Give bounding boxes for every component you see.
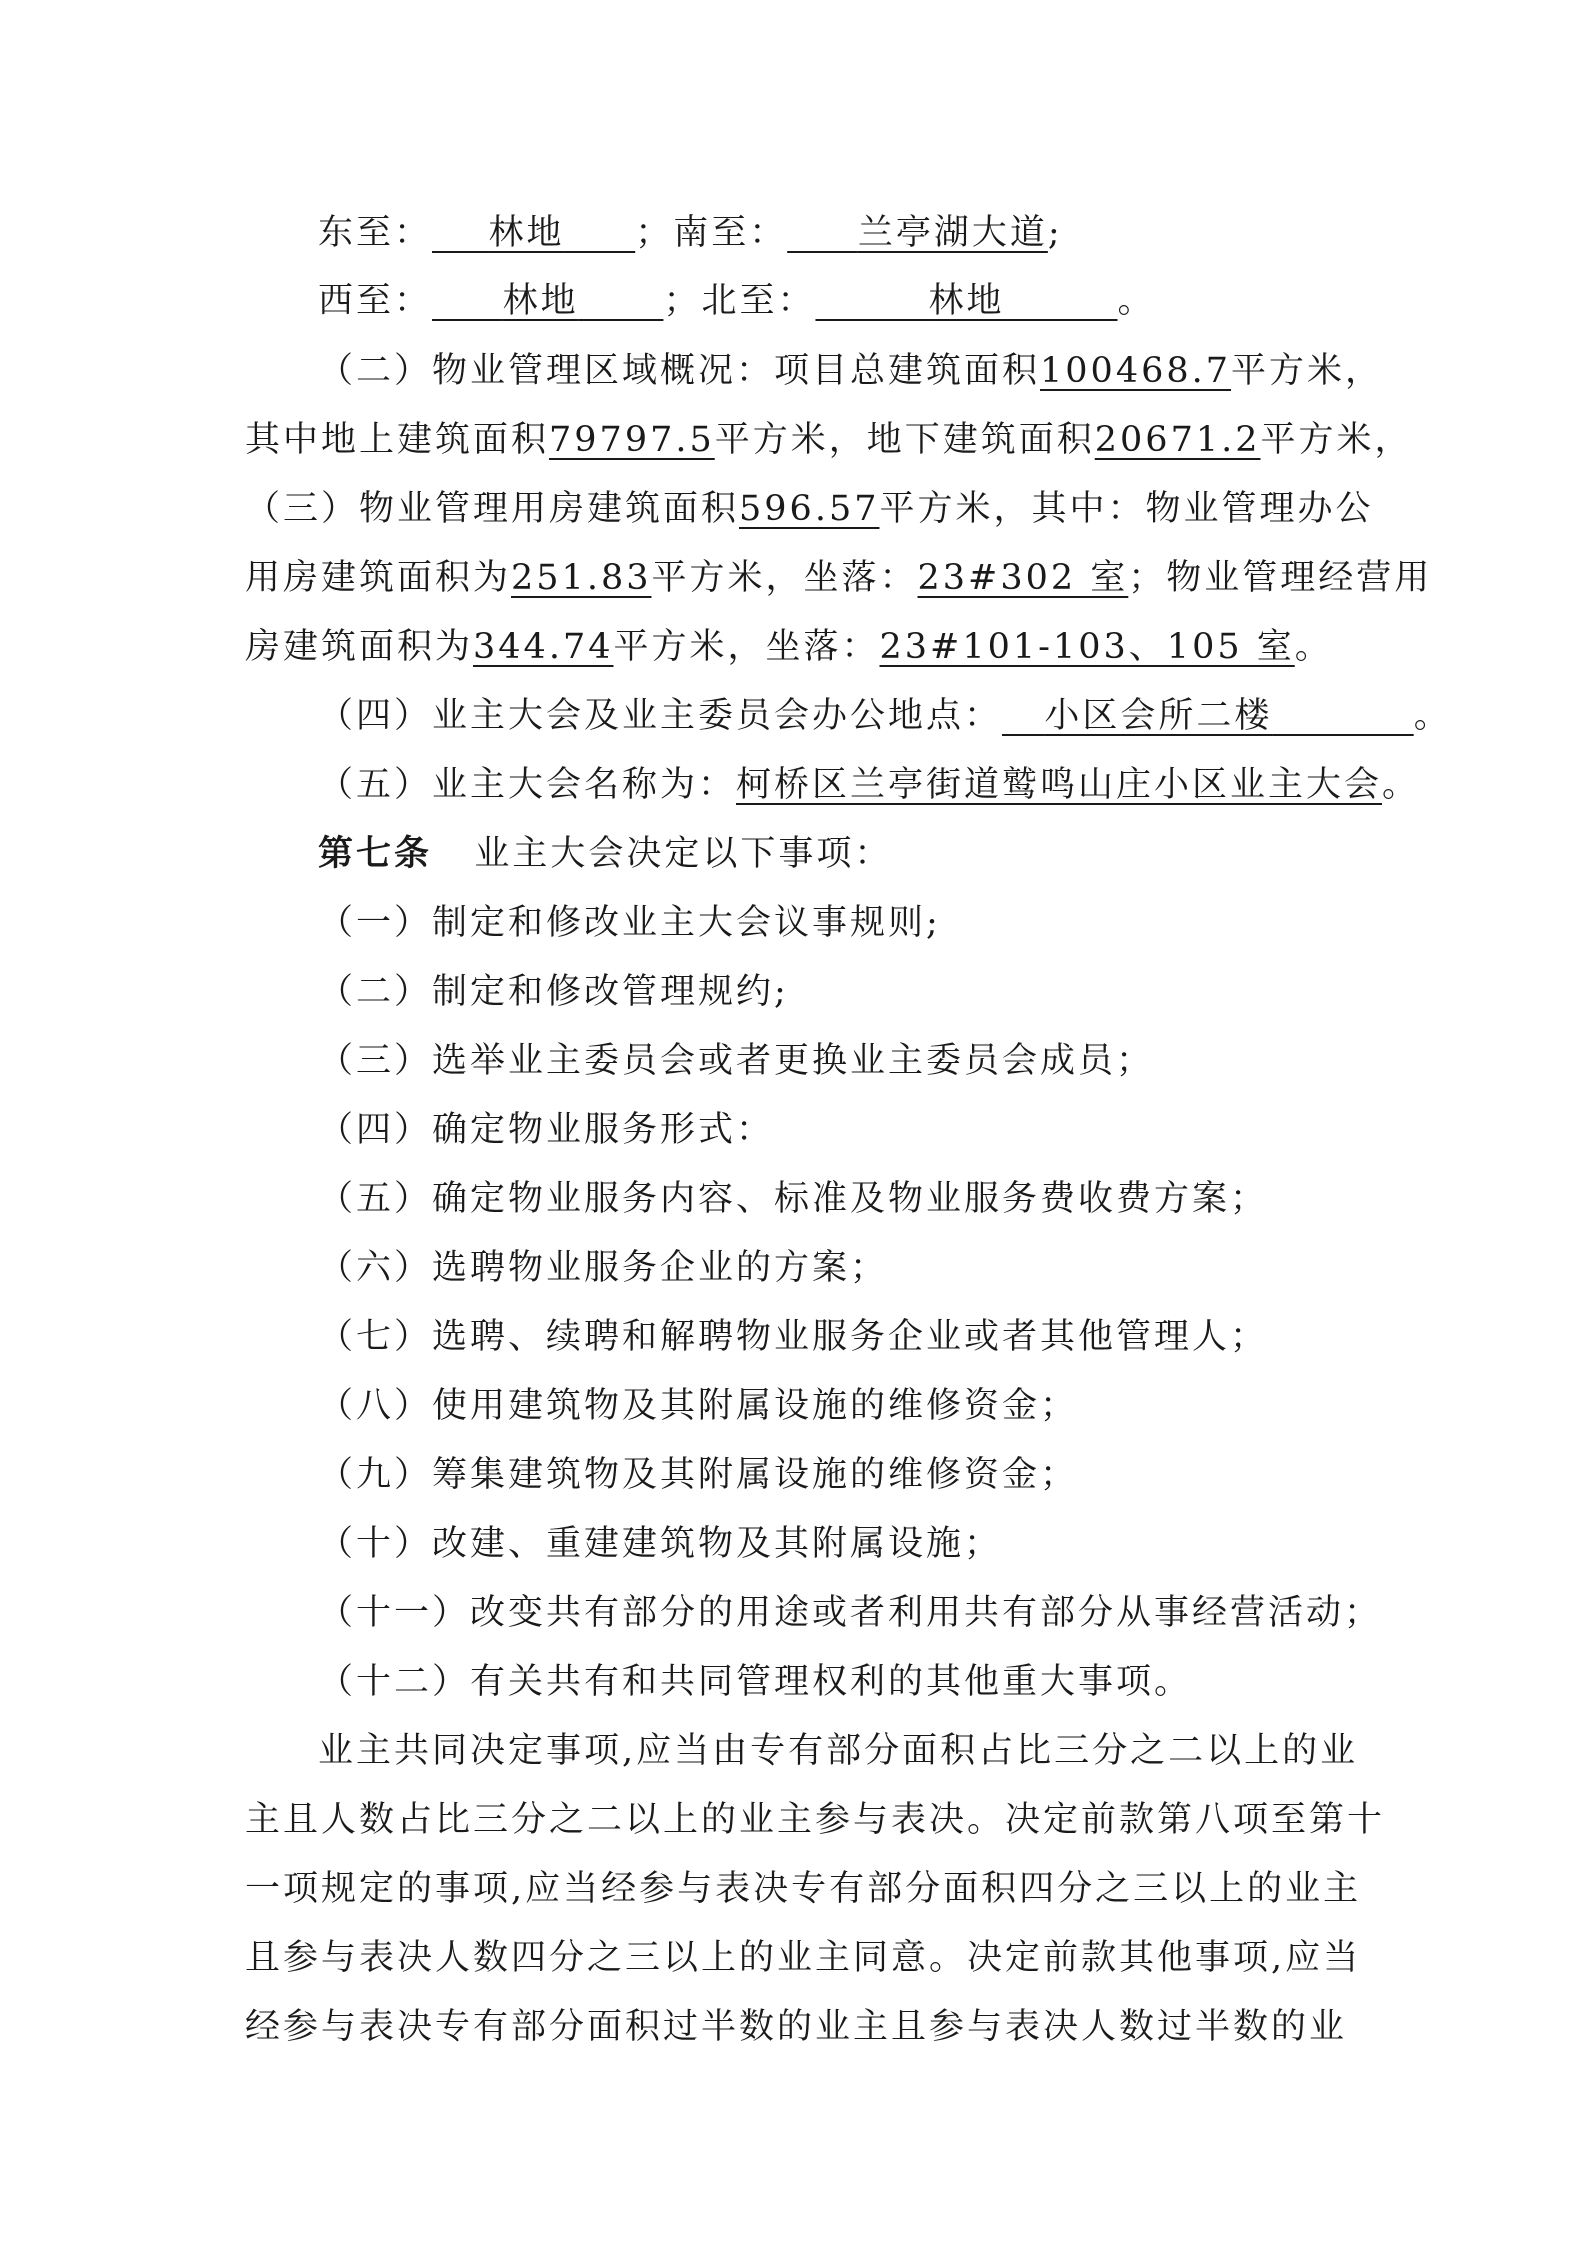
paragraph-line: 业主共同决定事项,应当由专有部分面积占比三分之二以上的业 bbox=[318, 1731, 1359, 1771]
list-item: （六）选聘物业服务企业的方案； bbox=[318, 1248, 889, 1288]
list-item: （八）使用建筑物及其附属设施的维修资金； bbox=[318, 1386, 1079, 1426]
overview-line-1 bbox=[318, 346, 1383, 396]
south-end: ; bbox=[1047, 213, 1063, 253]
west-value-text: 林地 bbox=[502, 281, 579, 321]
biz-area: 344.74 bbox=[473, 627, 614, 667]
venue-end: 。 bbox=[1413, 696, 1452, 736]
south-value-text: 兰亭湖大道 bbox=[857, 213, 1048, 253]
paragraph-line: 主且人数占比三分之二以上的业主参与表决。决定前款第八项至第十 bbox=[245, 1800, 1386, 1840]
overview-text: 其中地上建筑面积 bbox=[245, 420, 550, 460]
office-total: 596.57 bbox=[739, 489, 880, 529]
boundary-east-south bbox=[318, 208, 1063, 258]
venue-label: （四）业主大会及业主委员会办公地点： bbox=[318, 696, 1003, 736]
overview-text: （二）物业管理区域概况：项目总建筑面积 bbox=[318, 351, 1041, 391]
east-label: 东至： bbox=[318, 213, 433, 253]
list-item: （二）制定和修改管理规约; bbox=[318, 972, 789, 1012]
list-item: （三）选举业主委员会或者更换业主委员会成员； bbox=[318, 1041, 1155, 1081]
list-item: （十一）改变共有部分的用途或者利用共有部分从事经营活动； bbox=[318, 1593, 1383, 1633]
biz-location: 23#101-103、105 室 bbox=[879, 627, 1295, 667]
north-end: 。 bbox=[1117, 281, 1156, 321]
list-item: （五）确定物业服务内容、标准及物业服务费收费方案； bbox=[318, 1179, 1269, 1219]
east-value bbox=[432, 213, 635, 253]
assembly-name-end: 。 bbox=[1382, 765, 1421, 805]
assembly-name-value: 柯桥区兰亭街道鹫鸣山庄小区业主大会 bbox=[736, 765, 1383, 805]
list-item: （十二）有关共有和共同管理权利的其他重大事项。 bbox=[318, 1662, 1193, 1702]
office-text: 平方米，坐落： bbox=[651, 558, 918, 598]
article-7-heading bbox=[318, 829, 892, 879]
article-intro: 业主大会决定以下事项： bbox=[474, 834, 893, 874]
paragraph-line: 且参与表决人数四分之三以上的业主同意。决定前款其他事项,应当 bbox=[245, 1938, 1362, 1978]
west-value bbox=[432, 281, 663, 321]
north-value bbox=[815, 281, 1117, 321]
venue-value bbox=[1002, 696, 1414, 736]
office-text: ；物业管理经营用 bbox=[1128, 558, 1433, 598]
north-label: ；北至： bbox=[663, 281, 816, 321]
list-item: （九）筹集建筑物及其附属设施的维修资金； bbox=[318, 1455, 1079, 1495]
office-text: 平方米，坐落： bbox=[613, 627, 880, 667]
office-text: 。 bbox=[1294, 627, 1333, 667]
office-area: 251.83 bbox=[511, 558, 652, 598]
office-location: 23#302 室 bbox=[917, 558, 1129, 598]
office-line-2 bbox=[245, 553, 1432, 603]
boundary-west-north bbox=[318, 276, 1156, 326]
north-value-text: 林地 bbox=[928, 281, 1005, 321]
west-label: 西至： bbox=[318, 281, 433, 321]
overview-unit: 平方米， bbox=[1260, 420, 1413, 460]
office-text: （三）物业管理用房建筑面积 bbox=[245, 489, 740, 529]
article-number: 第七条 bbox=[318, 834, 433, 874]
list-item: （十）改建、重建建筑物及其附属设施； bbox=[318, 1524, 1003, 1564]
below-area: 20671.2 bbox=[1094, 420, 1261, 460]
list-item: （一）制定和修改业主大会议事规则; bbox=[318, 903, 941, 943]
office-text: 用房建筑面积为 bbox=[245, 558, 512, 598]
overview-unit: 平方米， bbox=[1231, 351, 1384, 391]
office-line-3 bbox=[245, 622, 1333, 672]
venue-value-text: 小区会所二楼 bbox=[1044, 696, 1273, 736]
office-text: 房建筑面积为 bbox=[245, 627, 474, 667]
assembly-name-label: （五）业主大会名称为： bbox=[318, 765, 737, 805]
list-item: （四）确定物业服务形式： bbox=[318, 1110, 775, 1150]
venue-line bbox=[318, 691, 1452, 741]
south-value bbox=[787, 213, 1048, 253]
overview-text: 平方米，地下建筑面积 bbox=[714, 420, 1095, 460]
list-item: （七）选聘、续聘和解聘物业服务企业或者其他管理人； bbox=[318, 1317, 1269, 1357]
office-text: 平方米，其中：物业管理办公 bbox=[879, 489, 1374, 529]
total-area: 100468.7 bbox=[1040, 351, 1232, 391]
above-area: 79797.5 bbox=[549, 420, 715, 460]
assembly-name-line bbox=[318, 760, 1420, 810]
east-value-text: 林地 bbox=[488, 213, 565, 253]
overview-line-2 bbox=[245, 415, 1413, 465]
south-label: ；南至： bbox=[635, 213, 788, 253]
office-line-1 bbox=[245, 484, 1374, 534]
paragraph-line: 经参与表决专有部分面积过半数的业主且参与表决人数过半数的业 bbox=[245, 2007, 1348, 2047]
paragraph-line: 一项规定的事项,应当经参与表决专有部分面积四分之三以上的业主 bbox=[245, 1869, 1362, 1909]
